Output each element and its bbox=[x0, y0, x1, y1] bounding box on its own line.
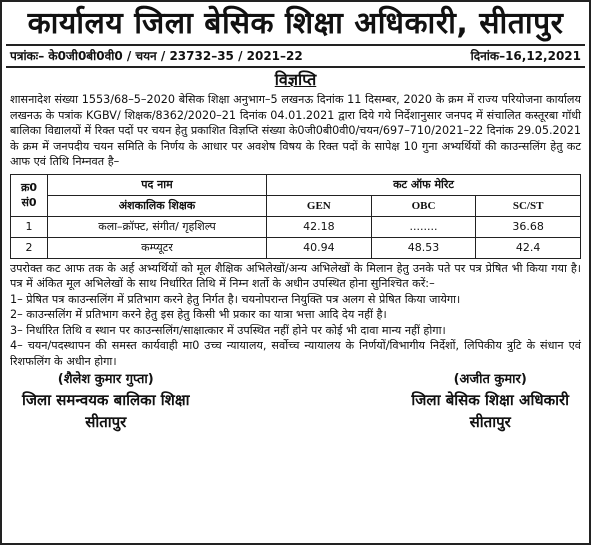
signature-left bbox=[22, 371, 190, 433]
row-gen: 42.18 bbox=[267, 216, 372, 237]
row-scst: 42.4 bbox=[476, 237, 581, 258]
row-post: कला–क्रॉफ्ट, संगीत/ गृहशिल्प bbox=[48, 216, 267, 237]
signatures bbox=[22, 371, 569, 433]
post-header: पद नाम bbox=[48, 174, 267, 195]
signatory-place: सीतापुर bbox=[85, 413, 127, 431]
signature-right bbox=[411, 371, 569, 433]
body-paragraph: उपरोक्त कट आफ तक के अर्ह अभ्यर्थियों को मूल शैक्षिक अभिलेखों/अन्य अभिलेखों के मिलान हेतु उनके पते पर पत्र प्रेषित भी किया गया है। पत्र में अंकित मूल अभिलेखों के साथ निर्धारित तिथि में निम्न शर्तो के अधीन उपस्थित होना सुनिश्चित करें:– bbox=[10, 261, 581, 290]
table-row bbox=[11, 237, 581, 258]
signatory-designation: जिला समन्वयक बालिका शिक्षा bbox=[22, 391, 190, 409]
condition-item: 3– निर्धारित तिथि व स्थान पर काउन्सलिंग/साक्षात्कार में उपस्थित नहीं होने पर कोई भी दावा मान्य नहीं होगा। bbox=[10, 323, 446, 337]
row-post: कम्प्यूटर bbox=[48, 237, 267, 258]
signatory-place: सीतापुर bbox=[469, 413, 511, 431]
letter-date: दिनांक–16,12,2021 bbox=[470, 49, 581, 63]
row-scst: 36.68 bbox=[476, 216, 581, 237]
letter-number: पत्रांकः– के0जी0बी0वी0 / चयन / 23732–35 / 2021–22 bbox=[10, 49, 303, 63]
parttime-teacher-header: अंशकालिक शिक्षक bbox=[48, 195, 267, 216]
signatory-name: (शैलेश कुमार गुप्ता) bbox=[57, 372, 154, 387]
gen-header: GEN bbox=[267, 195, 372, 216]
row-obc: ........ bbox=[371, 216, 476, 237]
row-sn: 1 bbox=[11, 216, 48, 237]
table-subheader-row bbox=[11, 195, 581, 216]
table-row bbox=[11, 216, 581, 237]
cutoff-table bbox=[10, 174, 581, 259]
condition-item: 1– प्रेषित पत्र काउन्सलिंग में प्रतिभाग करने हेतु निर्गत है। चयनोपरान्त नियुक्ति पत्र अलग से प्रेषित किया जायेगा। bbox=[10, 292, 461, 306]
sn-header: क्र0 सं0 bbox=[11, 174, 48, 216]
obc-header: OBC bbox=[371, 195, 476, 216]
row-obc: 48.53 bbox=[371, 237, 476, 258]
intro-paragraph: शासनादेश संख्या 1553/68–5–2020 बेसिक शिक्षा अनुभाग–5 लखनऊ दिनांक 11 दिसम्बर, 2020 के क्रम में राज्य परियोजना कार्यालय लखनऊ के पत्रांक KGBV/ शिक्षक/8362/2020–21 दिनांक 04.01.2021 द्वारा दिये गये निर्देशानुसार जनपद में संचालित कस्तूरबा गॉधी बालिका विद्यालयों में रिक्त पदों पर चयन हेतु प्रकाशित विज्ञप्ति संख्या के0जी0बी0वी0/चयन/697–710/2021–22 दिनांक 29.05.2021 के क्रम में जनपदीय चयन समिति के निर्णय के आधार पर अवशेष विषय के रिक्त पदों के सापेक्ष 10 गुना अभ्यर्थियों की काउन्सलिंग हेतु कट आफ एवं तिथि निम्नवत है– bbox=[10, 93, 581, 168]
scst-header: SC/ST bbox=[476, 195, 581, 216]
signatory-designation: जिला बेसिक शिक्षा अधिकारी bbox=[411, 391, 569, 409]
notice-title: विज्ञप्ति bbox=[274, 70, 317, 89]
office-title: कार्यालय जिला बेसिक शिक्षा अधिकारी, सीतापुर bbox=[27, 6, 564, 41]
condition-item: 4– चयन/पदस्थापन की समस्त कार्यवाही मा0 उच्च न्यायालय, सर्वोच्च न्यायालय के निर्णयों/विभागीय निर्देशों, लिपिकीय त्रुटि के संधान एवं रिशफलिंग के अधीन होगा। bbox=[10, 339, 581, 368]
table-header-row bbox=[11, 174, 581, 195]
conditions-list bbox=[10, 292, 581, 370]
cutoff-header: कट ऑफ मेरिट bbox=[267, 174, 581, 195]
signatory-name: (अजीत कुमार) bbox=[453, 372, 527, 387]
row-sn: 2 bbox=[11, 237, 48, 258]
reference-bar bbox=[6, 44, 585, 68]
row-gen: 40.94 bbox=[267, 237, 372, 258]
condition-item: 2– काउन्सलिंग में प्रतिभाग करने हेतु इस हेतु किसी भी प्रकार का यात्रा भत्ता आदि देय नहीं है। bbox=[10, 308, 387, 321]
